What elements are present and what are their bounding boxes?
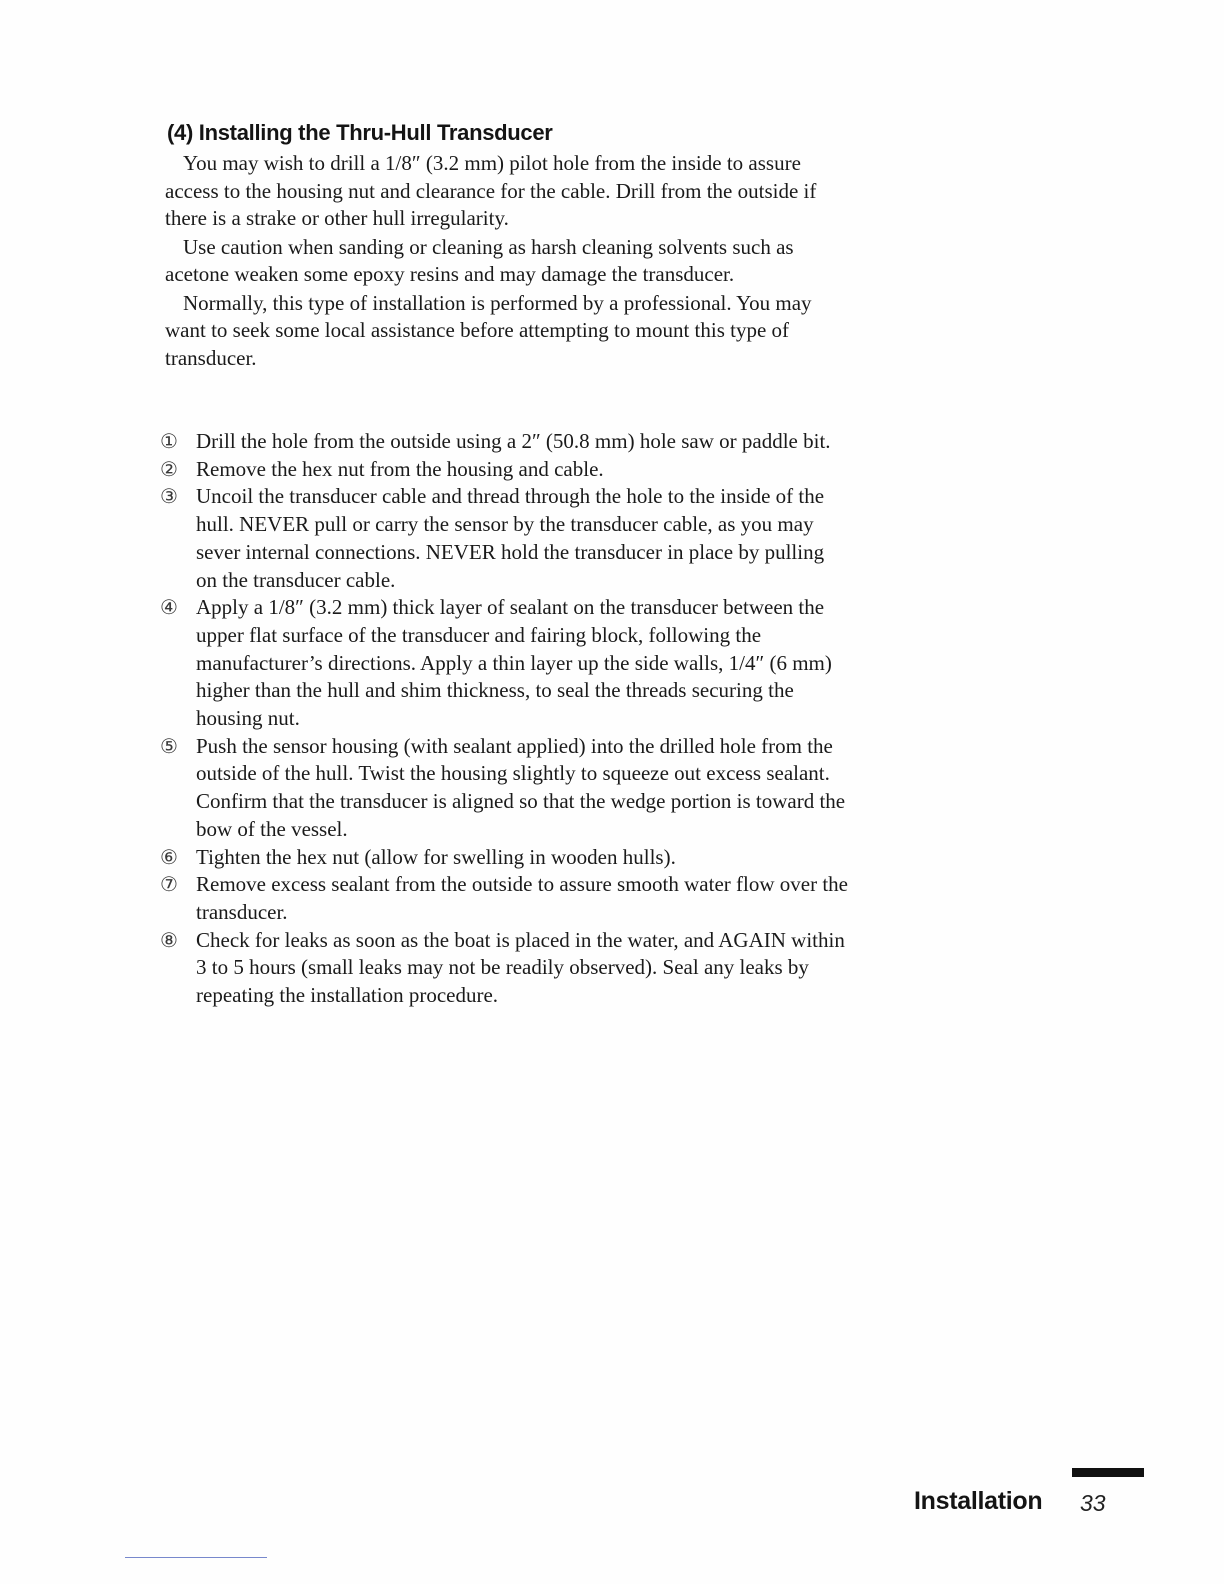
step-text: Remove excess sealant from the outside to assure smooth water flow over the transducer. [196,872,848,924]
step-item [160,594,850,733]
intro-text [165,150,845,373]
step-number: ③ [160,484,178,509]
section-title: (4) Installing the Thru-Hull Transducer [167,120,553,145]
step-number: ⑦ [160,872,178,897]
step-item [160,428,850,456]
bottom-rule-divider [125,1557,267,1558]
step-text: Drill the hole from the outside using a 2″ (50.8 mm) hole saw or paddle bit. [196,429,831,453]
step-item [160,844,850,872]
intro-paragraph: You may wish to drill a 1/8″ (3.2 mm) pilot hole from the inside to assure access to the housing nut and clearance for the cable. Drill from the outside if there is a strake or other hull irregularity. [165,151,817,230]
step-number: ④ [160,595,178,620]
step-number: ⑥ [160,844,178,869]
intro-paragraph: Use caution when sanding or cleaning as harsh cleaning solvents such as acetone weaken some epoxy resins and may damage the transducer. [165,234,794,286]
step-item [160,927,850,1010]
step-text: Push the sensor housing (with sealant applied) into the drilled hole from the outside of the hull. Twist the housing slightly to squeeze out excess sealant. Confirm that the transducer is aligned so that the wedge portion is toward the bow of the vessel. [196,733,846,841]
step-item [160,871,850,926]
step-number: ⑤ [160,733,178,758]
step-text: Apply a 1/8″ (3.2 mm) thick layer of sealant on the transducer between the upper flat surface of the transducer and fairing block, following the manufacturer’s directions. Apply a thin layer up the side walls, 1/4″ (6 mm) higher than the hull and shim thickness, to seal the threads securing the housing nut. [196,595,832,731]
page-number: 33 [1080,1490,1106,1516]
step-item [160,483,850,594]
footer-thumb-bar [1072,1468,1144,1477]
footer-section-name: Installation [914,1487,1043,1515]
step-text: Uncoil the transducer cable and thread through the hole to the inside of the hull. NEVER pull or carry the sensor by the transducer cable, as you may sever internal connections. NEVER hold the transducer in place by pulling on the transducer cable. [196,484,825,592]
step-item [160,733,850,844]
step-number: ⑧ [160,927,178,952]
intro-paragraph: Normally, this type of installation is performed by a professional. You may want to seek some local assistance before attempting to mount this type of transducer. [165,290,812,370]
step-text: Check for leaks as soon as the boat is placed in the water, and AGAIN within 3 to 5 hours (small leaks may not be readily observed). Seal any leaks by repeating the installation procedure. [196,927,845,1008]
step-text: Remove the hex nut from the housing and cable. [196,456,604,481]
installation-steps [160,428,850,1010]
step-text: Tighten the hex nut (allow for swelling in wooden hulls). [196,844,676,869]
step-number: ① [160,429,178,453]
step-item [160,456,850,484]
step-number: ② [160,456,178,481]
